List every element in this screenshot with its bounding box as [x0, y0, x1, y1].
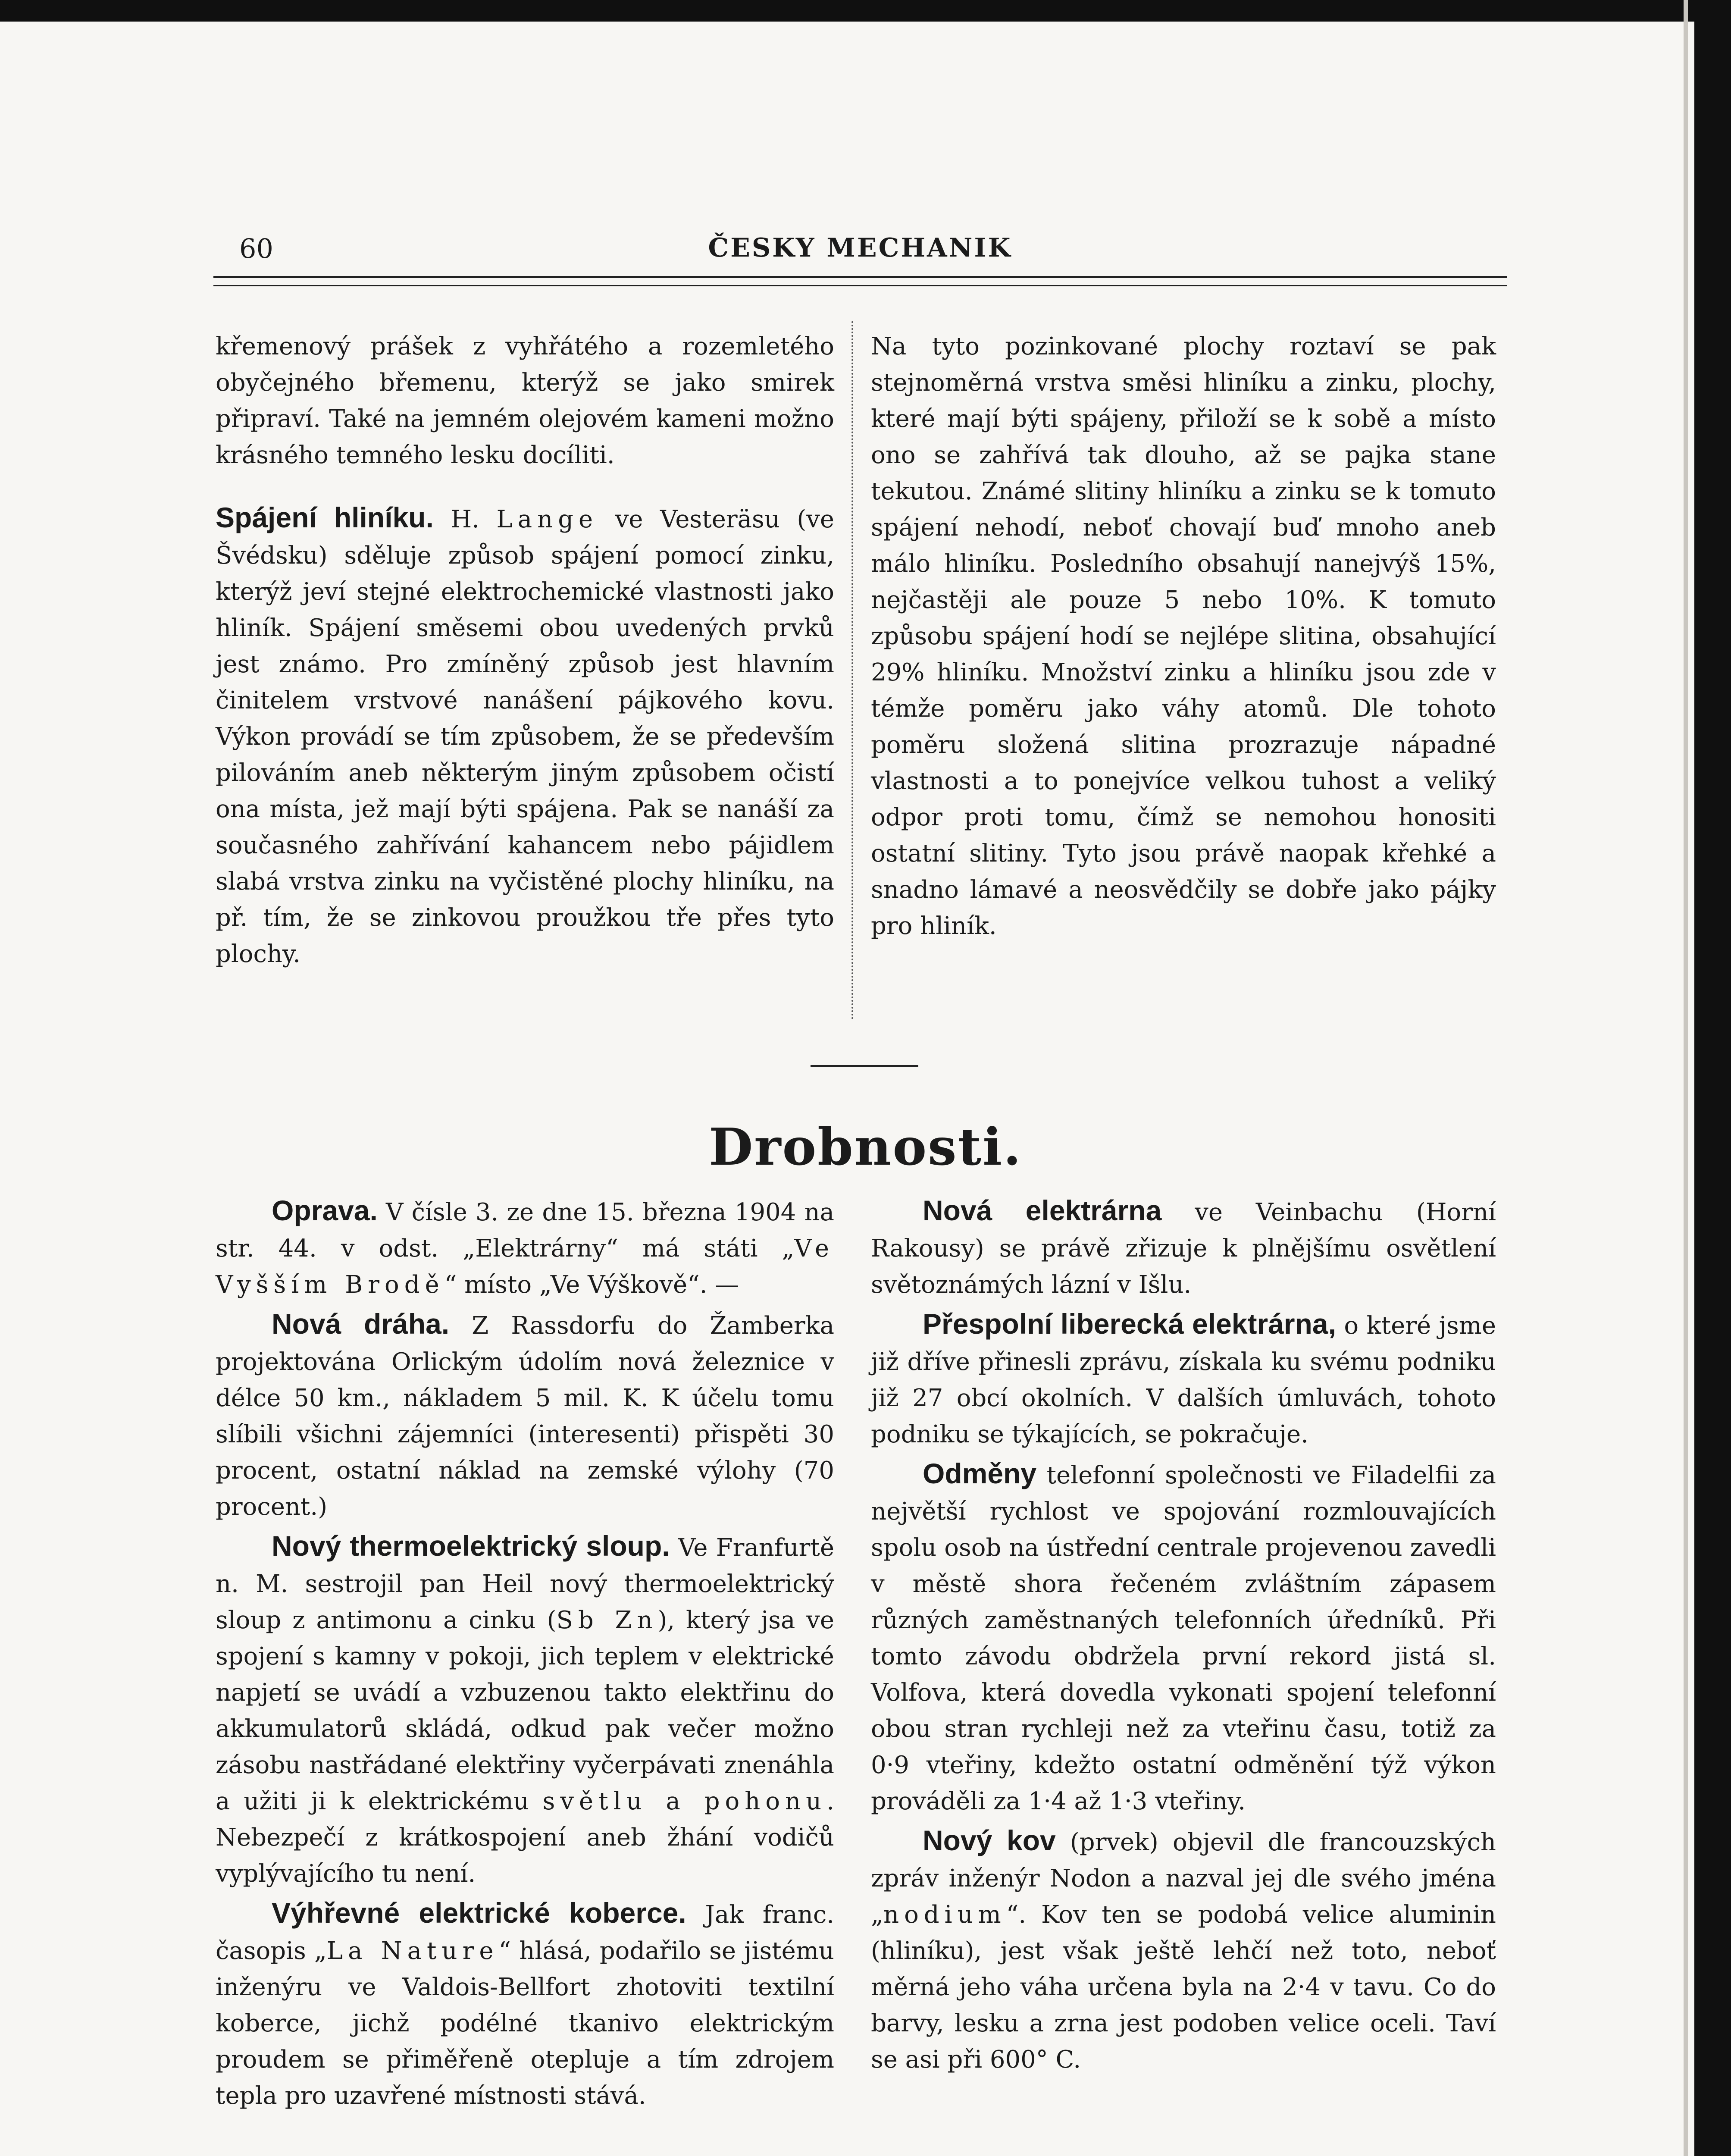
spaced-text: Sb Zn: [556, 1606, 658, 1634]
spajeni-heading: Spájení hliníku.: [216, 501, 434, 533]
news-item-text: “. Kov ten se podobá velice aluminin (hliníku), jest však ještě lehčí než toto, neboť měrná jeho váha určena byla na 2·4 v tavu. Co do barvy, lesku a zrna jest podoben velice oceli. Taví se asi při 600° C.: [871, 1901, 1496, 2074]
column-divider: [851, 321, 853, 1020]
news-item-text: Z Rassdorfu do Žamberka projektována Orlickým údolím nová železnice v délce 50 km., nákladem 5 mil. K. K účelu tomu slíbili všichni zájemníci (interesenti) přispěti 30 procent, ostatní náklad na zemské výlohy (70 procent.): [216, 1312, 834, 1521]
left-column-top: [216, 329, 834, 1027]
scan-border-line: [1684, 0, 1688, 2156]
news-item-text: “ místo „Ve Výškově“. —: [444, 1271, 739, 1299]
news-item-heading: Nová elektrárna: [923, 1194, 1162, 1226]
news-item-text: “ hlásá, podařilo se jistému inženýru ve Valdois-Bellfort zhotoviti textilní koberce, jichž podélné tkanivo elektrickým proudem se přiměřeně otepluje a tím zdrojem tepla pro uzavřené místnosti stává.: [216, 1937, 834, 2110]
news-item: [871, 1822, 1496, 2078]
news-item-text: . Nebezpečí z krátkospojení aneb žhání vodičů vyplývajícího tu není.: [216, 1787, 835, 1888]
news-item: [216, 1306, 834, 1525]
scan-border-right: [1694, 0, 1731, 2156]
scan-border-top: [0, 0, 1731, 22]
news-item-text: Ve Franfurtě n. M. sestrojil pan Heil nový thermoelektrický sloup z antimonu a cinku (: [216, 1534, 834, 1634]
news-item-text: o které jsme již dříve přinesli zprávu, získala ku svému podniku již 27 obcí okolních. V dalších úmluvách, tohoto podniku se týkajících, se pokračuje.: [871, 1312, 1496, 1448]
page-number: 60: [239, 233, 273, 264]
news-item: [871, 1306, 1496, 1453]
news-item-heading: Nový kov: [923, 1824, 1056, 1856]
page-header: [213, 233, 1507, 267]
spaced-text: Ve Vyšším Brodě: [216, 1235, 834, 1299]
news-item-heading: Nová dráha.: [272, 1308, 450, 1340]
news-item-text: ), který jsa ve spojení s kamny v pokoji, jich teplem v elektrické napjetí se uvádí a vzbuzenou takto elektřinu do akkumulatorů skládá, odkud pak večer možno zásobu nastřádané elektřiny vyčerpávati znenáhla a užiti ji k elektrickému: [216, 1606, 834, 1815]
intro-paragraph: křemenový prášek z vyhřátého a rozemletého obyčejného břemenu, kterýž se jako smirek připraví. Také na jemném olejovém kameni možno krásného temného lesku docíliti.: [216, 332, 834, 469]
spaced-text: La Nature: [326, 1937, 499, 1965]
spajeni-paragraph: [216, 499, 834, 972]
section-title: Drobnosti.: [708, 1117, 1023, 1177]
news-item-heading: Přespolní liberecká elektrárna,: [923, 1308, 1336, 1340]
header-rule: [213, 276, 1507, 286]
right-column-news: [871, 1192, 1496, 2156]
news-item: [871, 1192, 1496, 1303]
right-top-paragraph: Na tyto pozinkované plochy roztaví se pak stejnoměrná vrstva směsi hliníku a zinku, plochy, které mají býti spájeny, přiloží se k sobě a místo ono se zahřívá tak dlouho, až se pajka stane tekutou. Známé slitiny hliníku a zinku se k tomuto spájení nehodí, neboť chovají buď mnoho aneb málo hliníku. Posledního obsahují nanejvýš 15%, nejčastěji ale pouze 5 nebo 10%. K tomuto způsobu spájení hodí se nejlépe slitina, obsahující 29% hliníku. Množství zinku a hliníku jsou zde v témže poměru jako váhy atomů. Dle tohoto poměru složená slitina prozrazuje nápadné vlastnosti a to ponejvíce velkou tuhost a veliký odpor proti tomu, čímž se nemohou honositi ostatní slitiny. Tyto jsou právě naopak křehké a snadno lámavé a neosvědčily se dobře jako pájky pro hliník.: [871, 332, 1496, 940]
news-item-text: Jak franc. časopis „: [216, 1901, 834, 1965]
author-initial: H.: [451, 505, 479, 533]
news-item-text: V čísle 3. ze dne 15. března 1904 na str. 44. v odst. „Elektrárny“ má státi „: [216, 1198, 834, 1263]
spaced-text: nodium: [883, 1901, 1006, 1929]
news-item-heading: Odměny: [923, 1457, 1037, 1489]
news-item-text: ve Veinbachu (Horní Rakousy) se právě zřizuje k plnějšímu osvětlení světoznámých lázní v Išlu.: [871, 1198, 1496, 1299]
news-item-text: (prvek) objevil dle francouzských zpráv inženýr Nodon a nazval jej dle svého jména „: [871, 1828, 1496, 1929]
section-rule: [811, 1065, 918, 1067]
spajeni-body: ve Vesteräsu (ve Švédsku) sděluje způsob spájení pomocí zinku, kterýž jeví stejné elektrochemické vlastnosti jako hliník. Spájení směsemi obou uvedených prvků jest známo. Pro zmíněný způsob jest hlavním činitelem vrstvové nanášení pájkového kovu. Výkon provádí se tím způsobem, že se především pilováním aneb některým jiným způsobem očistí ona místa, jež mají býti spájena. Pak se nanáší za současného zahřívání kahancem nebo pájidlem slabá vrstva zinku na vyčistěné plochy hliníku, na př. tím, že se zinkovou proužkou tře přes tyto plochy.: [216, 505, 834, 968]
news-item-heading: Oprava.: [272, 1194, 378, 1226]
author-name: Lange: [496, 505, 598, 533]
news-item-heading: Výhřevné elektrické koberce.: [272, 1897, 686, 1929]
spaced-text: světlu a pohonu: [542, 1787, 827, 1815]
journal-title: ČESKY MECHANIK: [708, 233, 1012, 263]
news-item: [216, 1528, 834, 1892]
news-item: [216, 1192, 834, 1303]
right-column-top: [871, 329, 1496, 1027]
news-item: [216, 1895, 834, 2114]
news-item-text: telefonní společnosti ve Filadelfii za největší rychlost ve spojování rozmlouvajících spolu osob na ústřední centrale projevenou zavedli v městě shora řečeném zvláštním zápasem různých zaměstnaných telefonních úředníků. Při tomto závodu obdržela první rekord jistá sl. Volfova, která dovedla vykonati spojení telefonní obou stran rychleji než za vteřinu času, totiž za 0·9 vteřiny, kdežto ostatní odměnění týž výkon prováděli za 1·4 až 1·3 vteřiny.: [871, 1461, 1496, 1815]
left-column-news: [216, 1192, 834, 2156]
news-item-heading: Nový thermoelektrický sloup.: [272, 1530, 670, 1562]
news-item: [871, 1455, 1496, 1820]
